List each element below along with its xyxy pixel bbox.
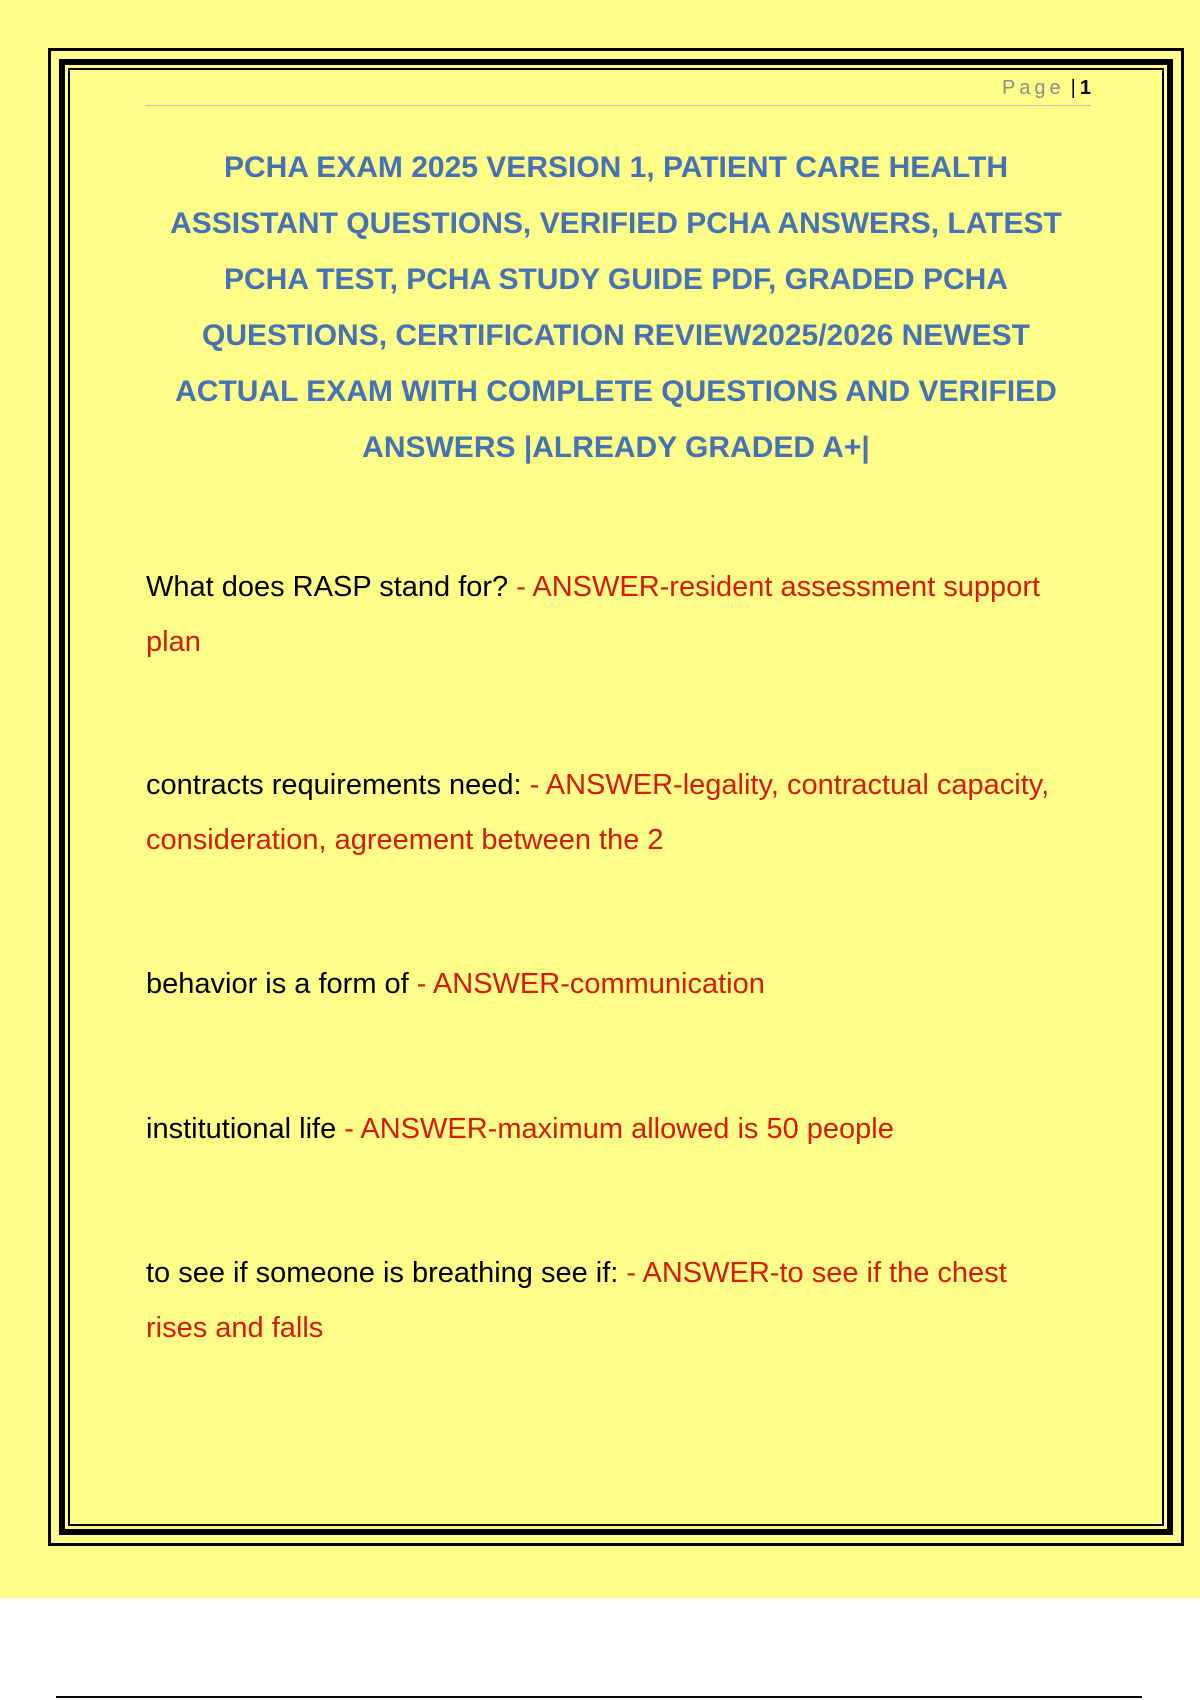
page-label: Page [1001,77,1065,99]
question-text: behavior is a form of [146,968,409,1000]
answer-text: - ANSWER-legality, contractual capacity, consideration, agreement between the 2 [146,769,1050,856]
question-text: to see if someone is breathing see if: [146,1257,619,1289]
qa-item-3 [146,957,1076,1012]
qa-item-5 [146,1246,1076,1356]
question-text: institutional life [146,1113,337,1145]
page-number: 1 [1079,77,1091,99]
answer-text: - ANSWER-resident assessment support plan [146,571,1041,658]
qa-item-2 [146,758,1076,868]
question-text: contracts requirements need: [146,769,522,801]
answer-text: - ANSWER-maximum allowed is 50 people [344,1113,894,1145]
answer-text: - ANSWER-communication [416,968,765,1000]
page-header [145,72,1091,106]
question-text: What does RASP stand for? [146,571,509,603]
answer-text: - ANSWER-to see if the chest rises and falls [146,1257,1007,1344]
next-page-border-edge [56,1696,1142,1698]
qa-item-4 [146,1102,1076,1157]
qa-item-1 [146,560,1076,670]
document-title: PCHA EXAM 2025 VERSION 1, PATIENT CARE HEALTH ASSISTANT QUESTIONS, VERIFIED PCHA ANSWERS, LATEST PCHA TEST, PCHA STUDY GUIDE PDF, GRADED PCHA QUESTIONS, CERTIFICATION REVIEW2025/2026 NEWEST ACTUAL EXAM WITH COMPLETE QUESTIONS AND VERIFIED ANSWERS |ALREADY GRADED A+| [170,151,1062,464]
page-separator: | [1070,77,1076,99]
